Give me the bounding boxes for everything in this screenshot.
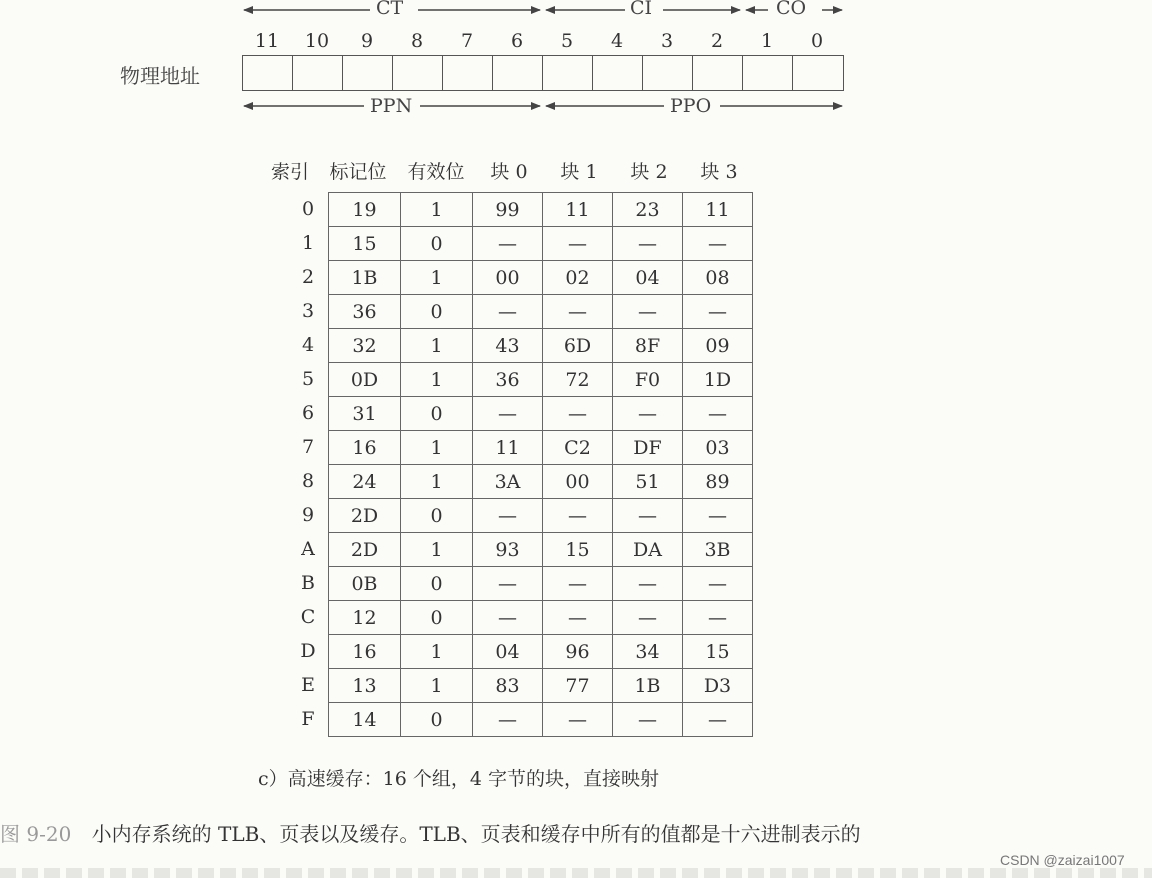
row-index: 8 bbox=[301, 470, 315, 492]
block-cell: 3B bbox=[683, 533, 753, 567]
block-cell: — bbox=[613, 567, 683, 601]
block-cell: — bbox=[683, 601, 753, 635]
table-row bbox=[329, 193, 753, 227]
tag-cell: 24 bbox=[329, 465, 401, 499]
row-index: A bbox=[301, 538, 315, 560]
block-cell: 36 bbox=[473, 363, 543, 397]
block-cell: — bbox=[613, 601, 683, 635]
ppn-label: PPN bbox=[366, 95, 416, 117]
block-cell: 43 bbox=[473, 329, 543, 363]
row-index: 6 bbox=[301, 402, 315, 424]
top-field-arrows bbox=[0, 0, 1152, 30]
table-row bbox=[329, 227, 753, 261]
bit-number: 5 bbox=[560, 30, 574, 52]
watermark: CSDN @zaizai1007 bbox=[1000, 852, 1125, 868]
tag-cell: 2D bbox=[329, 533, 401, 567]
block-cell: 72 bbox=[543, 363, 613, 397]
bit-number: 4 bbox=[610, 30, 624, 52]
row-index: 2 bbox=[301, 266, 315, 288]
block-cell: — bbox=[683, 567, 753, 601]
valid-cell: 1 bbox=[401, 635, 473, 669]
tag-cell: 19 bbox=[329, 193, 401, 227]
physical-address-label: 物理地址 bbox=[120, 64, 200, 88]
block-cell: — bbox=[543, 499, 613, 533]
row-index: E bbox=[301, 674, 315, 696]
valid-cell: 1 bbox=[401, 193, 473, 227]
block-cell: 11 bbox=[473, 431, 543, 465]
valid-cell: 1 bbox=[401, 669, 473, 703]
header-block-0: 块 0 bbox=[490, 161, 528, 183]
co-label: CO bbox=[772, 0, 810, 19]
valid-cell: 0 bbox=[401, 227, 473, 261]
block-cell: 23 bbox=[613, 193, 683, 227]
valid-cell: 0 bbox=[401, 295, 473, 329]
block-cell: — bbox=[543, 703, 613, 737]
figure-caption-text: 小内存系统的 TLB、页表以及缓存。TLB、页表和缓存中所有的值都是十六进制表示的 bbox=[91, 822, 861, 846]
bit-number: 9 bbox=[360, 30, 374, 52]
table-row bbox=[329, 601, 753, 635]
block-cell: 51 bbox=[613, 465, 683, 499]
bit-cell bbox=[293, 56, 343, 90]
tag-cell: 0B bbox=[329, 567, 401, 601]
header-block-2: 块 2 bbox=[630, 161, 668, 183]
header-block-1: 块 1 bbox=[560, 161, 598, 183]
block-cell: — bbox=[683, 295, 753, 329]
ci-label: CI bbox=[626, 0, 656, 19]
block-cell: C2 bbox=[543, 431, 613, 465]
block-cell: — bbox=[613, 703, 683, 737]
bit-number: 6 bbox=[510, 30, 524, 52]
table-row bbox=[329, 397, 753, 431]
block-cell: — bbox=[543, 227, 613, 261]
row-index: 1 bbox=[301, 232, 315, 254]
bit-number: 3 bbox=[660, 30, 674, 52]
header-tag: 标记位 bbox=[329, 161, 387, 183]
ppo-label: PPO bbox=[666, 95, 715, 117]
bit-cell bbox=[443, 56, 493, 90]
tag-cell: 1B bbox=[329, 261, 401, 295]
block-cell: 08 bbox=[683, 261, 753, 295]
block-cell: — bbox=[613, 499, 683, 533]
tag-cell: 0D bbox=[329, 363, 401, 397]
bit-cell bbox=[793, 56, 843, 90]
tag-cell: 14 bbox=[329, 703, 401, 737]
tag-cell: 31 bbox=[329, 397, 401, 431]
block-cell: 6D bbox=[543, 329, 613, 363]
block-cell: 09 bbox=[683, 329, 753, 363]
table-row bbox=[329, 431, 753, 465]
block-cell: — bbox=[613, 397, 683, 431]
block-cell: F0 bbox=[613, 363, 683, 397]
table-row bbox=[329, 363, 753, 397]
block-cell: 02 bbox=[543, 261, 613, 295]
block-cell: 99 bbox=[473, 193, 543, 227]
block-cell: 04 bbox=[473, 635, 543, 669]
block-cell: D3 bbox=[683, 669, 753, 703]
block-cell: — bbox=[473, 227, 543, 261]
valid-cell: 0 bbox=[401, 703, 473, 737]
row-index: 7 bbox=[301, 436, 315, 458]
tag-cell: 15 bbox=[329, 227, 401, 261]
valid-cell: 0 bbox=[401, 601, 473, 635]
tag-cell: 16 bbox=[329, 635, 401, 669]
bit-cell bbox=[343, 56, 393, 90]
block-cell: — bbox=[683, 499, 753, 533]
valid-cell: 1 bbox=[401, 261, 473, 295]
figure-caption bbox=[0, 818, 861, 847]
bottom-field-arrows bbox=[0, 96, 1152, 120]
row-index: 0 bbox=[301, 198, 315, 220]
valid-cell: 1 bbox=[401, 329, 473, 363]
tag-cell: 12 bbox=[329, 601, 401, 635]
block-cell: 89 bbox=[683, 465, 753, 499]
block-cell: 15 bbox=[543, 533, 613, 567]
block-cell: — bbox=[473, 703, 543, 737]
block-cell: 1B bbox=[613, 669, 683, 703]
block-cell: — bbox=[543, 397, 613, 431]
valid-cell: 0 bbox=[401, 567, 473, 601]
block-cell: — bbox=[473, 295, 543, 329]
row-index: 3 bbox=[301, 300, 315, 322]
table-row bbox=[329, 635, 753, 669]
block-cell: 03 bbox=[683, 431, 753, 465]
bit-cell bbox=[643, 56, 693, 90]
block-cell: 34 bbox=[613, 635, 683, 669]
block-cell: — bbox=[473, 499, 543, 533]
bit-number: 1 bbox=[760, 30, 774, 52]
row-index: 5 bbox=[301, 368, 315, 390]
tag-cell: 13 bbox=[329, 669, 401, 703]
block-cell: DF bbox=[613, 431, 683, 465]
bit-number: 7 bbox=[460, 30, 474, 52]
valid-cell: 0 bbox=[401, 397, 473, 431]
cut-off-text-line bbox=[0, 868, 1152, 878]
table-row bbox=[329, 499, 753, 533]
table-row bbox=[329, 465, 753, 499]
block-cell: 11 bbox=[683, 193, 753, 227]
block-cell: DA bbox=[613, 533, 683, 567]
ct-label: CT bbox=[372, 0, 407, 19]
tag-cell: 16 bbox=[329, 431, 401, 465]
cache-table bbox=[328, 192, 753, 737]
table-row bbox=[329, 567, 753, 601]
block-cell: 04 bbox=[613, 261, 683, 295]
valid-cell: 1 bbox=[401, 465, 473, 499]
table-row bbox=[329, 329, 753, 363]
subfigure-caption: c）高速缓存：16 个组，4 字节的块，直接映射 bbox=[258, 768, 659, 790]
row-index: 9 bbox=[301, 504, 315, 526]
bit-cell bbox=[493, 56, 543, 90]
block-cell: 00 bbox=[543, 465, 613, 499]
block-cell: 83 bbox=[473, 669, 543, 703]
bit-cell bbox=[243, 56, 293, 90]
table-row bbox=[329, 669, 753, 703]
block-cell: — bbox=[473, 601, 543, 635]
block-cell: 3A bbox=[473, 465, 543, 499]
tag-cell: 32 bbox=[329, 329, 401, 363]
row-index: F bbox=[301, 708, 315, 730]
header-index: 索引 bbox=[270, 161, 309, 183]
bit-number: 10 bbox=[304, 30, 330, 52]
block-cell: 77 bbox=[543, 669, 613, 703]
bit-cell bbox=[393, 56, 443, 90]
bit-cell bbox=[543, 56, 593, 90]
row-index: B bbox=[301, 572, 315, 594]
valid-cell: 1 bbox=[401, 363, 473, 397]
tag-cell: 2D bbox=[329, 499, 401, 533]
bit-number: 2 bbox=[710, 30, 724, 52]
block-cell: 8F bbox=[613, 329, 683, 363]
valid-cell: 1 bbox=[401, 431, 473, 465]
block-cell: — bbox=[543, 295, 613, 329]
tag-cell: 36 bbox=[329, 295, 401, 329]
block-cell: — bbox=[473, 397, 543, 431]
block-cell: 00 bbox=[473, 261, 543, 295]
block-cell: — bbox=[543, 601, 613, 635]
index-column bbox=[290, 192, 326, 736]
header-block-3: 块 3 bbox=[700, 161, 738, 183]
figure-number: 图 9-20 bbox=[0, 822, 72, 846]
block-cell: — bbox=[683, 703, 753, 737]
table-row bbox=[329, 533, 753, 567]
block-cell: — bbox=[683, 227, 753, 261]
table-row bbox=[329, 703, 753, 737]
block-cell: 96 bbox=[543, 635, 613, 669]
block-cell: — bbox=[613, 295, 683, 329]
physical-address-bits bbox=[242, 55, 844, 91]
block-cell: 15 bbox=[683, 635, 753, 669]
row-index: D bbox=[300, 640, 316, 662]
row-index: C bbox=[300, 606, 316, 628]
block-cell: — bbox=[683, 397, 753, 431]
block-cell: — bbox=[543, 567, 613, 601]
valid-cell: 1 bbox=[401, 533, 473, 567]
block-cell: — bbox=[613, 227, 683, 261]
valid-cell: 0 bbox=[401, 499, 473, 533]
table-row bbox=[329, 295, 753, 329]
bit-number: 11 bbox=[254, 30, 280, 52]
block-cell: 11 bbox=[543, 193, 613, 227]
block-cell: — bbox=[473, 567, 543, 601]
block-cell: 93 bbox=[473, 533, 543, 567]
row-index: 4 bbox=[301, 334, 315, 356]
header-valid: 有效位 bbox=[407, 161, 465, 183]
bit-cell bbox=[593, 56, 643, 90]
bit-number-row bbox=[242, 30, 842, 52]
bit-number: 8 bbox=[410, 30, 424, 52]
bit-number: 0 bbox=[810, 30, 824, 52]
table-row bbox=[329, 261, 753, 295]
block-cell: 1D bbox=[683, 363, 753, 397]
bit-cell bbox=[693, 56, 743, 90]
bit-cell bbox=[743, 56, 793, 90]
